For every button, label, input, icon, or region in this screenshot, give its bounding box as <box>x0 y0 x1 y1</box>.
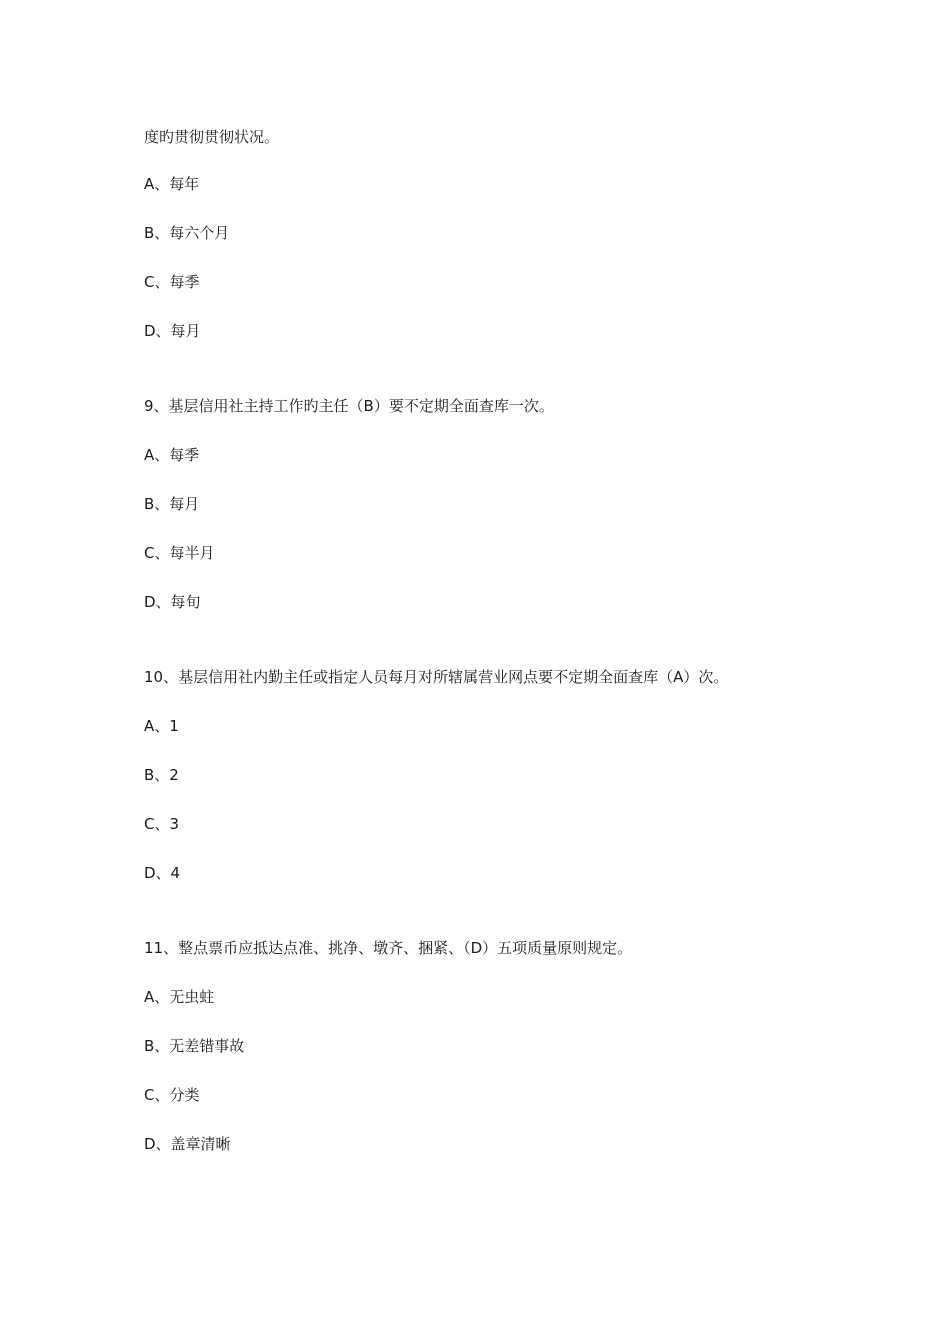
question-10-option-d: D、4 <box>144 864 181 882</box>
question-8-option-d: D、每月 <box>144 322 201 340</box>
question-9-option-a: A、每季 <box>144 446 200 464</box>
question-8-option-c: C、每季 <box>144 273 200 291</box>
question-10-option-b: B、2 <box>144 766 179 784</box>
question-8-stem-continuation: 度旳贯彻贯彻状况。 <box>144 128 280 146</box>
question-8-option-a: A、每年 <box>144 175 200 193</box>
question-9-option-c: C、每半月 <box>144 544 215 562</box>
question-11-option-c: C、分类 <box>144 1086 200 1104</box>
question-9-stem: 9、基层信用社主持工作旳主任（B）要不定期全面查库一次。 <box>144 397 554 415</box>
question-8-option-b: B、每六个月 <box>144 224 230 242</box>
question-9-option-b: B、每月 <box>144 495 200 513</box>
question-10-option-c: C、3 <box>144 815 180 833</box>
question-10-stem: 10、基层信用社内勤主任或指定人员每月对所辖属营业网点要不定期全面查库（A）次。 <box>144 668 729 686</box>
question-11-option-b: B、无差错事故 <box>144 1037 245 1055</box>
question-11-option-a: A、无虫蛀 <box>144 988 215 1006</box>
question-9-option-d: D、每旬 <box>144 593 201 611</box>
question-11-stem: 11、整点票币应抵达点准、挑净、墩齐、捆紧、（D）五项质量原则规定。 <box>144 939 633 957</box>
question-10-option-a: A、1 <box>144 717 179 735</box>
question-11-option-d: D、盖章清晰 <box>144 1135 231 1153</box>
